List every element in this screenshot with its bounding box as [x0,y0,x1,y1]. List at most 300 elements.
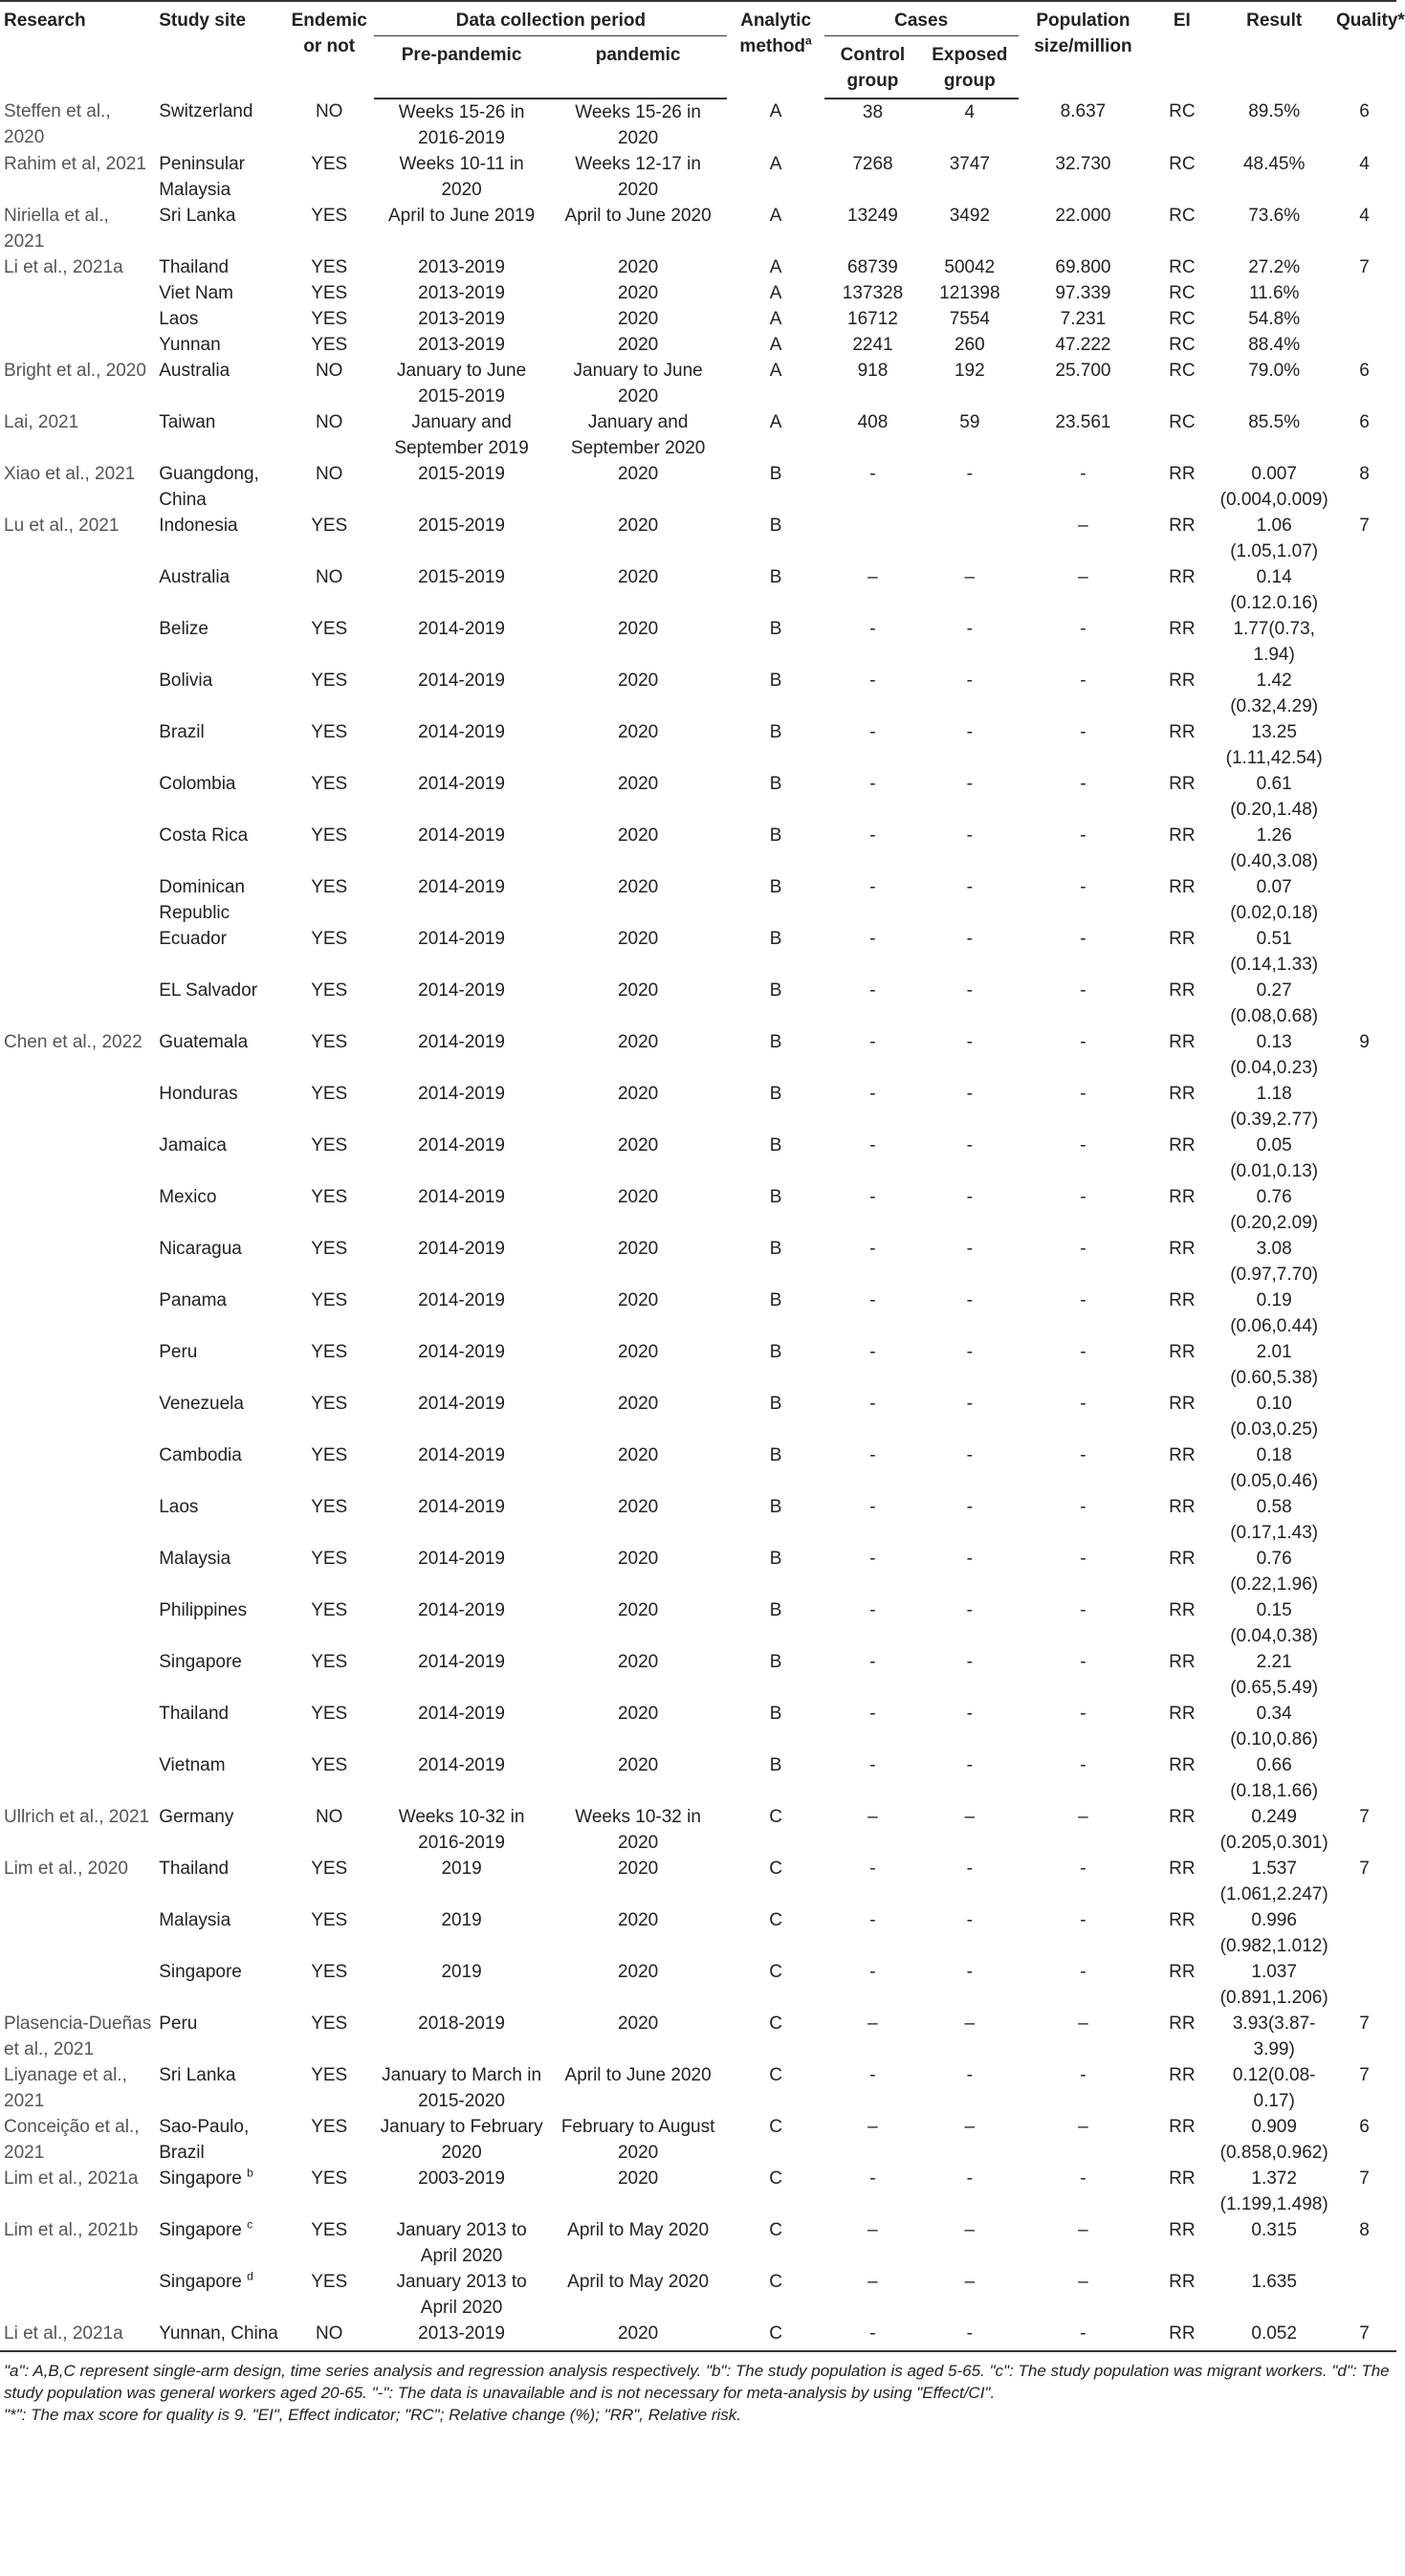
cell-population: - [1080,929,1087,949]
cell-quality: 6 [1359,412,1370,432]
cell-population: - [1080,1600,1087,1620]
cell-endemic: YES [311,1549,348,1569]
cell-research [0,332,155,358]
cell-study-site: Peru [159,2014,198,2034]
cell-control-group: – [867,2014,878,2034]
cell-quality [1332,306,1396,332]
cell-analytic-method: A [769,154,782,174]
cell-research [0,1907,155,1959]
cell-population: - [1080,980,1087,1001]
cell-result: 0.14 (0.12.0.16) [1230,567,1319,613]
table-row [0,1959,1396,2011]
cell-population: - [1019,2321,1149,2351]
cell-pandemic: 2020 [617,1135,659,1156]
cell-exposed-group: - [966,1859,973,1879]
cell-analytic-method: B [769,1445,782,1465]
cell-result: 0.19 (0.06,0.44) [1230,1290,1319,1336]
cell-pandemic: 2020 [617,671,659,691]
table-row [0,2217,1396,2269]
cell-pandemic: Weeks 15-26 in 2020 [575,102,701,148]
cell-quality [1332,1597,1396,1649]
header-cases: Cases [824,1,1019,36]
cell-study-site: Germany [159,1807,234,1827]
cell-research: Bright et al., 2020 [4,361,146,381]
cell-research [0,1546,155,1597]
cell-quality [1332,978,1396,1029]
cell-quality: 7 [1359,1859,1370,1879]
cell-endemic: YES [311,1342,348,1362]
cell-pandemic: 2020 [617,619,659,639]
cell-analytic-method: B [769,1600,782,1620]
cell-exposed-group: - [966,826,973,846]
cell-pandemic: 2020 [617,2169,659,2189]
header-control-group: Control group [824,36,921,99]
cell-ei: RR [1169,1394,1196,1414]
cell-population: - [1080,1549,1087,1569]
cell-control-group: 2241 [852,335,893,355]
cell-pre-pandemic: 2014-2019 [418,671,506,691]
cell-result: 2.01 (0.60,5.38) [1230,1342,1319,1388]
header-exposed-group: Exposed group [921,36,1018,99]
cell-exposed-group: - [966,1755,973,1775]
cell-analytic-method: B [769,722,782,742]
cell-study-site: Malaysia [159,1910,231,1930]
cell-pandemic: 2020 [617,929,659,949]
cell-endemic: NO [284,2321,374,2351]
cell-exposed-group: - [966,1600,973,1620]
cell-analytic-method: B [769,774,782,794]
cell-exposed-group: - [966,1342,973,1362]
cell-population: - [1080,1394,1087,1414]
cell-quality: 6 [1359,361,1370,381]
table-row [0,1546,1396,1597]
cell-control-group: - [869,1859,876,1879]
cell-study-site: Belize [159,619,209,639]
table-row [0,1236,1396,1288]
header-research: Research [0,1,155,99]
cell-research [0,668,155,719]
cell-analytic-method: B [769,826,782,846]
table-row [0,1752,1396,1804]
cell-ei: RC [1169,335,1196,355]
cell-pandemic: 2020 [617,1239,659,1259]
cell-exposed-group: 4 [964,102,976,122]
cell-ei: RR [1169,1755,1196,1775]
cell-endemic: YES [311,980,348,1001]
cell-ei: RR [1169,826,1196,846]
cell-study-site: Nicaragua [159,1239,242,1259]
cell-analytic-method: C [769,2220,782,2240]
cell-quality [1332,719,1396,771]
cell-ei: RR [1169,2117,1196,2137]
cell-control-group: - [869,2169,876,2189]
cell-result: 0.76 (0.20,2.09) [1230,1187,1319,1233]
cell-result: 0.07 (0.02,0.18) [1230,877,1319,923]
table-row [0,1856,1396,1907]
cell-exposed-group: - [966,929,973,949]
cell-exposed-group [921,513,1018,564]
cell-endemic: NO [315,567,343,587]
header-pandemic: pandemic [549,36,728,99]
header-data-period: Data collection period [374,1,727,36]
cell-population: - [1080,722,1087,742]
cell-pre-pandemic: 2015-2019 [418,567,506,587]
table-header [0,1,1405,99]
header-analytic-method [727,1,823,99]
cell-exposed-group: 3492 [949,206,990,226]
cell-quality: 6 [1359,2117,1370,2137]
cell-research: Steffen et al., 2020 [4,101,111,147]
cell-endemic: YES [311,335,348,355]
cell-research [0,564,155,616]
cell-pandemic: April to June 2020 [564,2065,712,2085]
cell-endemic: YES [311,1445,348,1465]
cell-control-group: - [869,1084,876,1104]
cell-pandemic: 2020 [617,309,659,329]
cell-ei: RR [1169,1187,1196,1207]
cell-control-group: 408 [857,412,889,432]
cell-analytic-method: B [769,1342,782,1362]
cell-quality [1332,771,1396,823]
cell-analytic-method: B [769,1135,782,1156]
cell-analytic-method: B [769,516,782,536]
cell-analytic-method: B [769,877,782,897]
cell-endemic: YES [311,283,348,303]
cell-analytic-method: C [769,1910,782,1930]
cell-study-site: Brazil [159,722,205,742]
cell-control-group: - [869,826,876,846]
cell-pre-pandemic: 2014-2019 [418,1084,506,1104]
cell-endemic: YES [311,1497,348,1517]
cell-result: 0.66 (0.18,1.66) [1230,1755,1319,1801]
cell-ei: RR [1169,929,1196,949]
cell-pre-pandemic: Weeks 10-11 in 2020 [399,154,524,200]
cell-result: 1.18 (0.39,2.77) [1230,1084,1319,1130]
cell-endemic: NO [315,412,343,432]
table-row [0,1442,1396,1494]
cell-analytic-method: C [769,2169,782,2189]
cell-population: - [1080,1239,1087,1259]
cell-control-group: 13249 [847,206,898,226]
study-site-text: Singapore [159,2272,242,2292]
cell-ei: RR [1169,1342,1196,1362]
cell-analytic-method: C [769,2065,782,2085]
cell-population: – [1078,1807,1088,1827]
cell-analytic-method: B [769,1652,782,1672]
cell-analytic-method: A [769,309,782,329]
cell-exposed-group: 7554 [949,309,990,329]
cell-pandemic: April to June 2020 [564,206,712,226]
cell-quality [1332,1236,1396,1288]
cell-control-group: 68739 [847,257,898,277]
cell-pandemic: 2020 [617,1600,659,1620]
cell-pandemic: Weeks 10-32 in 2020 [575,1807,701,1853]
cell-pre-pandemic: 2018-2019 [418,2014,506,2034]
table-row [0,2321,1396,2351]
cell-pandemic: 2020 [617,335,659,355]
cell-study-site: Switzerland [159,101,253,121]
cell-ei: RR [1169,671,1196,691]
cell-ei: RR [1148,2321,1216,2351]
cell-result: 89.5% [1248,101,1301,121]
cell-quality [1332,1133,1396,1184]
cell-ei: RR [1169,1807,1196,1827]
cell-pandemic: 2020 [549,2321,728,2351]
cell-endemic: YES [311,1187,348,1207]
cell-quality [1332,280,1396,306]
cell-research: Lim et al., 2020 [4,1859,128,1879]
cell-analytic-method: A [769,335,782,355]
cell-exposed-group: - [966,1394,973,1414]
cell-endemic: YES [311,1910,348,1930]
cell-research [0,1236,155,1288]
table-row [0,513,1396,564]
cell-pandemic: April to May 2020 [567,2220,710,2240]
cell-population: - [1080,1652,1087,1672]
cell-ei: RR [1169,1704,1196,1724]
cell-control-group: 7268 [852,154,893,174]
cell-result: 0.51 (0.14,1.33) [1230,929,1319,975]
cell-endemic: YES [311,1859,348,1879]
cell-pandemic: 2020 [617,1755,659,1775]
cell-analytic-method: C [769,1962,782,1982]
header-quality: Quality* [1332,1,1396,99]
cell-quality [1332,1701,1396,1752]
cell-analytic-method: B [769,567,782,587]
cell-population: – [1078,2117,1088,2137]
cell-research [0,1597,155,1649]
cell-quality: 4 [1359,154,1370,174]
cell-quality [1332,1649,1396,1701]
cell-endemic: YES [311,826,348,846]
header-study-site: Study site [155,1,284,99]
table-row [0,1029,1396,1081]
cell-pre-pandemic: 2014-2019 [418,1704,506,1724]
cell-quality: 7 [1359,257,1370,277]
cell-research [0,1649,155,1701]
cell-exposed-group: – [964,567,976,587]
cell-study-site: Australia [159,567,231,587]
cell-pre-pandemic: 2013-2019 [418,335,506,355]
cell-quality: 4 [1359,206,1370,226]
cell-pre-pandemic: January 2013 to April 2020 [396,2272,527,2318]
cell-pandemic: 2020 [617,980,659,1001]
cell-pre-pandemic: 2014-2019 [418,1497,506,1517]
cell-analytic-method: B [769,671,782,691]
cell-control-group: - [869,1290,876,1310]
cell-ei: RR [1169,1859,1196,1879]
cell-study-site: Mexico [159,1187,217,1207]
cell-control-group: - [869,1600,876,1620]
cell-pandemic: 2020 [617,1549,659,1569]
cell-population: - [1080,2169,1087,2189]
table-row [0,1494,1396,1546]
footnote-1: "a": A,B,C represent single-arm design, time series analysis and regression analysis respectively. "b": The study population is aged 5-65. "c": The study population was migrant workers. "d": The study population was general workers aged 20-65. "-": The data is unavailable and is not necessary for meta-analysis by using "Effect/CI". [4,2362,1390,2402]
cell-pre-pandemic: 2014-2019 [418,929,506,949]
cell-pre-pandemic: January to June 2015-2019 [396,361,527,407]
cell-endemic: YES [311,2117,348,2137]
cell-endemic: NO [315,101,343,121]
cell-exposed-group: 260 [954,335,985,355]
cell-quality [1332,1288,1396,1339]
cell-research: Conceição et al., 2021 [4,2117,140,2163]
cell-ei: RR [1169,1962,1196,1982]
cell-control-group: - [869,980,876,1001]
cell-research [0,1442,155,1494]
cell-study-site: Peru [159,1342,198,1362]
cell-quality [1332,564,1396,616]
table-row [0,978,1396,1029]
cell-pre-pandemic: Weeks 15-26 in 2016-2019 [398,102,525,148]
cell-endemic: YES [311,2014,348,2034]
cell-analytic-method: B [769,1755,782,1775]
cell-pre-pandemic: 2019 [441,1962,482,1982]
cell-ei: RC [1169,309,1196,329]
cell-ei: RR [1169,1032,1196,1052]
cell-control-group: - [869,877,876,897]
cell-research [0,823,155,874]
header-ei: EI [1148,1,1216,99]
cell-pandemic: 2020 [617,516,659,536]
study-site-sup: c [247,2217,253,2232]
cell-ei: RR [1169,1135,1196,1156]
cell-analytic-method: A [769,257,782,277]
cell-analytic-method: B [769,1187,782,1207]
cell-quality: 6 [1359,101,1370,121]
cell-ei: RR [1169,567,1196,587]
cell-research: Xiao et al., 2021 [4,464,136,484]
cell-ei: RR [1169,2272,1196,2292]
table-row [0,1184,1396,1236]
cell-research: Lu et al., 2021 [4,516,120,536]
cell-endemic: YES [311,1704,348,1724]
cell-ei: RR [1169,2220,1196,2240]
cell-study-site: Vietnam [159,1755,226,1775]
cell-population: - [1080,1704,1087,1724]
cell-research [0,1701,155,1752]
cell-result: 88.4% [1248,335,1301,355]
cell-exposed-group: – [964,2272,976,2292]
cell-control-group: - [869,1032,876,1052]
cell-pre-pandemic: 2014-2019 [418,1187,506,1207]
cell-endemic: NO [315,361,343,381]
cell-population: – [1078,516,1088,536]
cell-control-group: - [869,1704,876,1724]
cell-population: – [1078,2272,1088,2292]
cell-control-group: - [869,671,876,691]
cell-research [0,1391,155,1442]
cell-ei: RC [1169,206,1196,226]
table-row [0,1804,1396,1856]
cell-population: - [1080,877,1087,897]
cell-research: Ullrich et al., 2021 [4,1807,150,1827]
cell-research [0,1959,155,2011]
cell-pandemic: 2020 [617,826,659,846]
cell-study-site: Sao-Paulo, Brazil [159,2117,250,2163]
cell-endemic: YES [311,1239,348,1259]
cell-result: 11.6% [1248,283,1300,303]
cell-pre-pandemic: 2014-2019 [418,1342,506,1362]
cell-result: 1.037 (0.891,1.206) [1219,1962,1328,2008]
cell-pre-pandemic: 2014-2019 [418,1290,506,1310]
cell-control-group: - [869,1187,876,1207]
table-row [0,2062,1396,2114]
cell-result: 0.052 [1216,2321,1332,2351]
cell-pre-pandemic: 2014-2019 [418,1755,506,1775]
cell-research: Niriella et al., 2021 [4,206,109,252]
cell-ei: RR [1169,2014,1196,2034]
table-row [0,1081,1396,1133]
cell-population: - [1080,1445,1087,1465]
cell-pre-pandemic: 2014-2019 [418,1239,506,1259]
header-result: Result [1216,1,1332,99]
cell-research: Li et al., 2021a [4,257,123,277]
cell-control-group: - [869,1497,876,1517]
cell-exposed-group: – [964,2014,976,2034]
cell-endemic: YES [311,2220,348,2240]
cell-study-site: Viet Nam [159,283,234,303]
cell-pre-pandemic: January to March in 2015-2020 [382,2065,542,2111]
cell-quality: 7 [1359,2065,1370,2085]
cell-result: 0.34 (0.10,0.86) [1230,1704,1319,1750]
cell-result: 1.537 (1.061,2.247) [1219,1859,1328,1904]
header-analytic-sup: a [805,33,812,48]
cell-exposed-group: 192 [954,361,985,381]
cell-result: 3.93(3.87-3.99) [1232,2014,1316,2059]
cell-analytic-method: C [769,2014,782,2034]
cell-endemic: YES [311,1962,348,1982]
cell-control-group: - [869,2065,876,2085]
header-pre-pandemic: Pre-pandemic [374,36,548,99]
table-body [0,99,1396,2351]
cell-quality: 8 [1359,464,1370,484]
cell-population: – [1078,2220,1088,2240]
cell-population: - [1080,1497,1087,1517]
cell-research [0,2269,155,2321]
cell-study-site: Dominican Republic [159,877,245,923]
header-analytic-text: Analytic method [739,11,812,56]
cell-pre-pandemic: 2019 [441,1859,482,1879]
cell-ei: RR [1169,877,1196,897]
table-row [0,2011,1396,2062]
cell-pre-pandemic: 2014-2019 [418,1652,506,1672]
cell-quality: 7 [1332,2321,1396,2351]
footnotes [0,2352,1396,2426]
cell-endemic: YES [311,516,348,536]
cell-population: – [1078,567,1088,587]
cell-result: 0.61 (0.20,1.48) [1230,774,1319,820]
cell-study-site: Taiwan [159,412,216,432]
cell-pre-pandemic: 2014-2019 [418,1394,506,1414]
cell-endemic: YES [311,929,348,949]
cell-research [0,1133,155,1184]
cell-pre-pandemic: 2015-2019 [418,516,506,536]
table-row [0,151,1396,203]
cell-exposed-group: 121398 [939,283,1000,303]
cell-exposed-group: 50042 [944,257,996,277]
cell-study-site: Jamaica [159,1135,227,1156]
cell-study-site: Laos [159,1497,199,1517]
cell-control-group: - [824,2321,921,2351]
cell-population: 97.339 [1055,283,1111,303]
cell-analytic-method: A [769,361,782,381]
cell-ei: RR [1169,1600,1196,1620]
table-row [0,99,1396,151]
cell-quality [1332,2269,1396,2321]
cell-endemic: YES [311,206,348,226]
cell-study-site: Costa Rica [159,826,249,846]
cell-study-site [155,2166,284,2217]
